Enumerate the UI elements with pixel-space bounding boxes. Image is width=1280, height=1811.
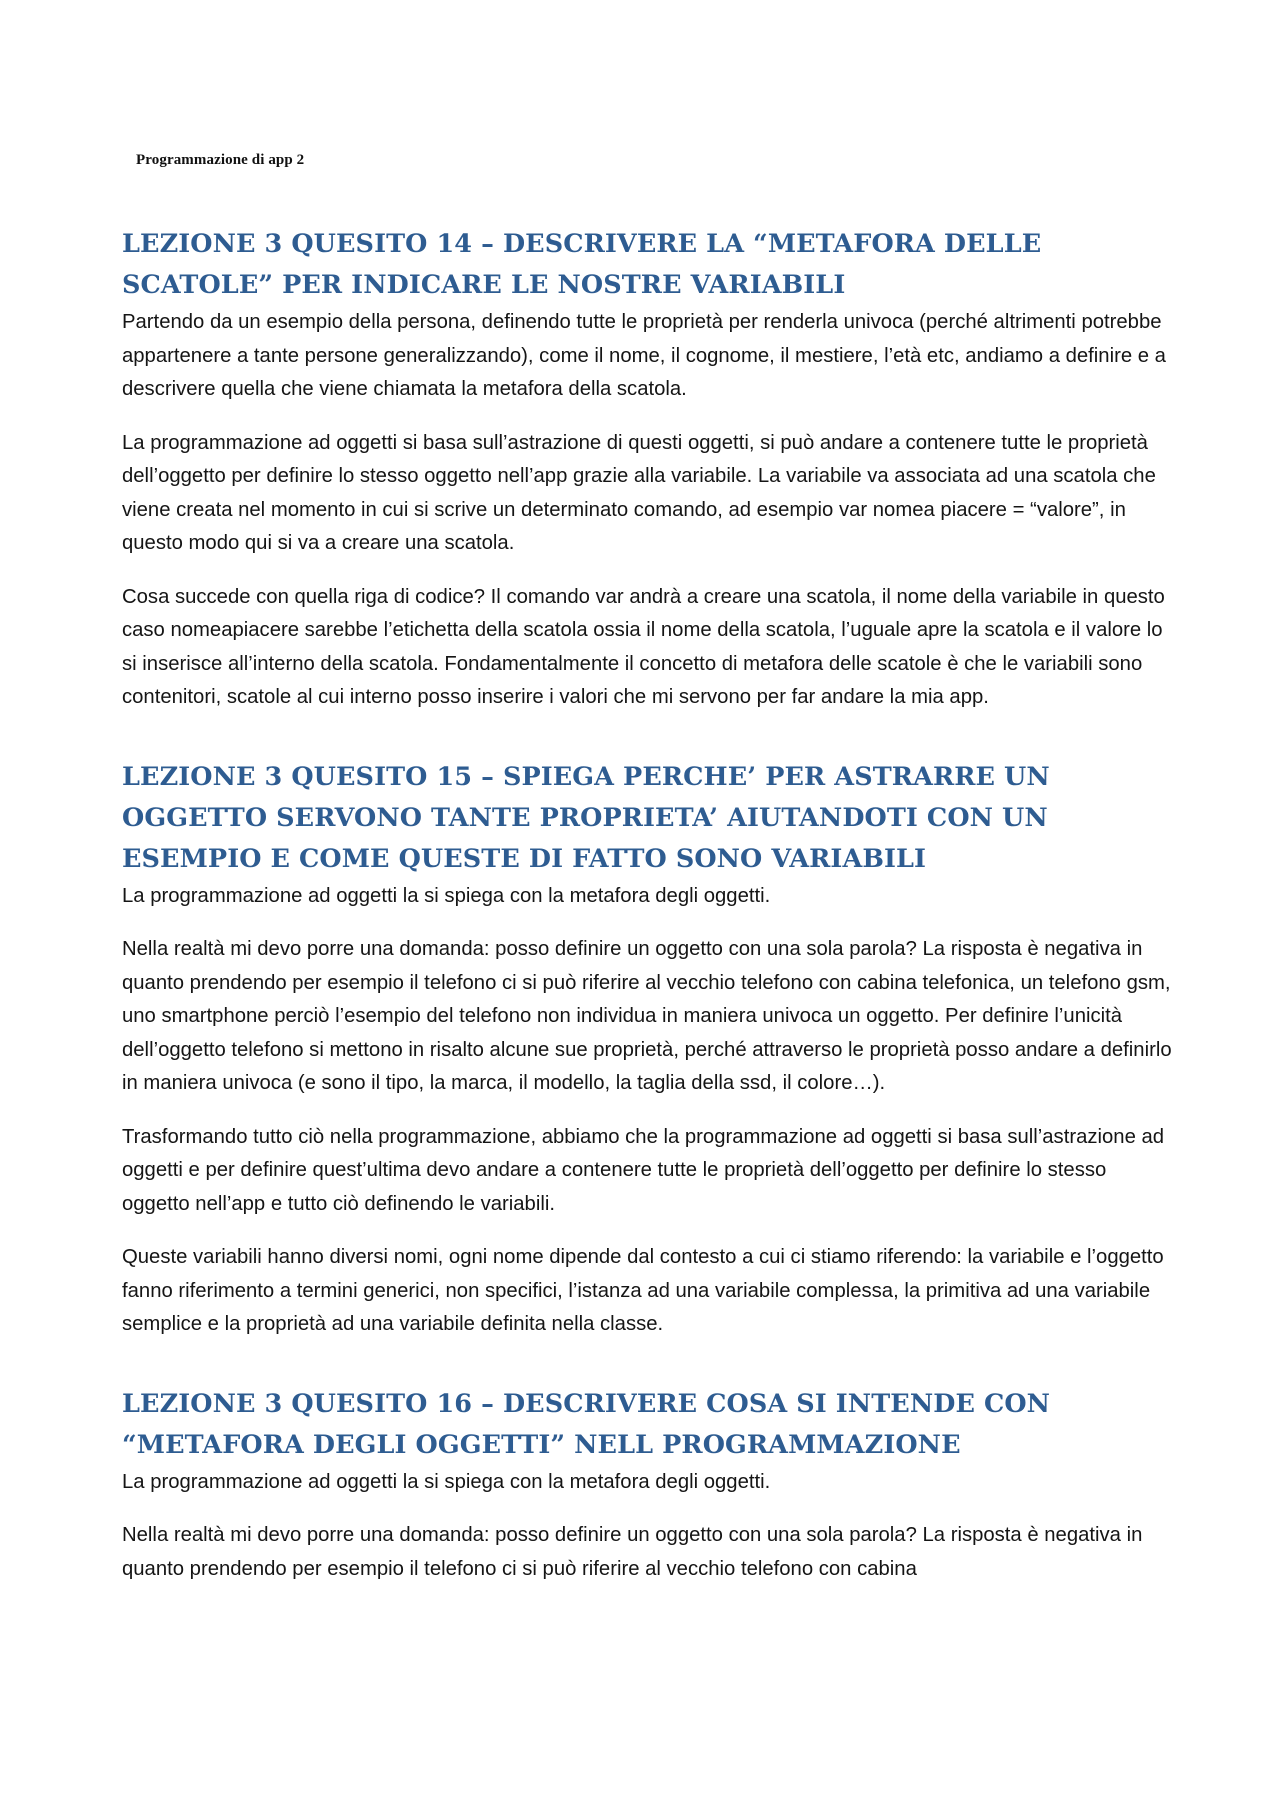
section-quesito-14 [122,224,1172,715]
section-quesito-15 [122,757,1172,1342]
paragraph: Nella realtà mi devo porre una domanda: posso definire un oggetto con una sola parola? La risposta è negativa in quanto prendendo per esempio il telefono ci si può riferire al vecchio telefono con cabina telefonica, un telefono gsm, uno smartphone perciò l’esempio del telefono non individua in maniera univoca un oggetto. Per definire l’unicità dell’oggetto telefono si mettono in risalto alcune sue proprietà, perché attraverso le proprietà posso andare a definirlo in maniera univoca (e sono il tipo, la marca, il modello, la taglia della ssd, il colore…). [122,938,1172,1094]
paragraph: Trasformando tutto ciò nella programmazione, abbiamo che la programmazione ad oggetti si basa sull’astrazione ad oggetti e per definire quest’ultima devo andare a contenere tutte le proprietà dell’oggetto per definire lo stesso oggetto nell’app e tutto ciò definendo le variabili. [122,1125,1165,1215]
paragraph: Partendo da un esempio della persona, definendo tutte le proprietà per renderla univoca (perché altrimenti potrebbe appartenere a tante persone generalizzando), come il nome, il cognome, il mestiere, l’età etc, andiamo a definire e a descrivere quella che viene chiamata la metafora della scatola. [122,311,1166,400]
paragraph: La programmazione ad oggetti la si spiega con la metafora degli oggetti. [122,1470,771,1493]
paragraph: La programmazione ad oggetti la si spiega con la metafora degli oggetti. [122,884,771,907]
section-quesito-16 [122,1384,1172,1587]
section-title: LEZIONE 3 QUESITO 16 – DESCRIVERE COSA SI INTENDE CON “METAFORA DEGLI OGGETTI” NELL PROGRAMMAZIONE [122,1388,1051,1460]
section-title: LEZIONE 3 QUESITO 14 – DESCRIVERE LA “METAFORA DELLE SCATOLE” PER INDICARE LE NOSTRE VARIABILI [122,229,1042,300]
paragraph: Nella realtà mi devo porre una domanda: posso definire un oggetto con una sola parola? La risposta è negativa in quanto prendendo per esempio il telefono ci si può riferire al vecchio telefono con cabina [122,1524,1143,1580]
page-header: Programmazione di app 2 [136,152,305,168]
section-title: LEZIONE 3 QUESITO 15 – SPIEGA PERCHE’ PER ASTRARRE UN OGGETTO SERVONO TANTE PROPRIETA’ AIUTANDOTI CON UN ESEMPIO E COME QUESTE DI FATTO SONO VARIABILI [122,761,1050,874]
paragraph: Cosa succede con quella riga di codice? Il comando var andrà a creare una scatola, il nome della variabile in questo caso nomeapiacere sarebbe l’etichetta della scatola ossia il nome della scatola, l’uguale apre la scatola e il valore lo si inserisce all’interno della scatola. Fondamentalmente il concetto di metafora delle scatole è che le variabili sono contenitori, scatole al cui interno posso inserire i valori che mi servono per far andare la mia app. [122,585,1165,708]
paragraph: Queste variabili hanno diversi nomi, ogni nome dipende dal contesto a cui ci stiamo riferendo: la variabile e l’oggetto fanno riferimento a termini generici, non specifici, l’istanza ad una variabile complessa, la primitiva ad una variabile semplice e la proprietà ad una variabile definita nella classe. [122,1246,1164,1335]
paragraph: La programmazione ad oggetti si basa sull’astrazione di questi oggetti, si può andare a contenere tutte le proprietà dell’oggetto per definire lo stesso oggetto nell’app grazie alla variabile. La variabile va associata ad una scatola che viene creata nel momento in cui si scrive un determinato comando, ad esempio var nomea piacere = “valore”, in questo modo qui si va a creare una scatola. [122,431,1156,554]
document-body [122,224,1172,1586]
